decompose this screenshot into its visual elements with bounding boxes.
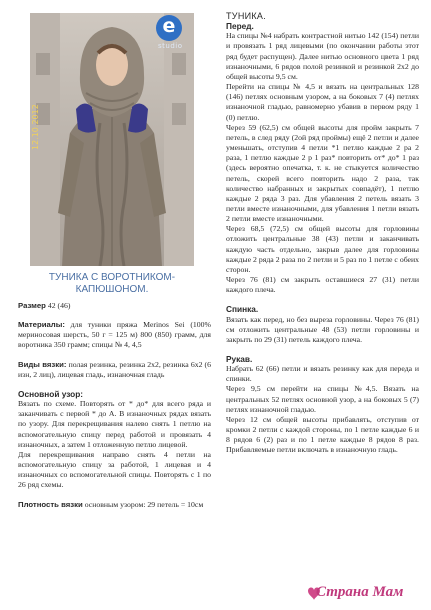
- size-value: 42 (46): [47, 301, 71, 310]
- model-photo: [30, 13, 194, 266]
- date-stamp: 12.10.2012: [31, 104, 40, 150]
- main-pattern-text: Вязать по схеме. Повторять от * до* для всего ряда и заканчивать с первой * до А. В изнаночных рядах вязать по узору. Для перекрещивания налево снять 1 петлю на вспомогательную спицу перед работой и провязать 4 изнаночных, а затем 1 отложенную петлю лицевой.: [18, 399, 211, 449]
- right-column: [226, 11, 419, 456]
- size-line: [18, 301, 211, 311]
- front-paragraph: На спицы №4 набрать контрастной нитью 142 (154) петли и провязать 1 ряд лицевыми (по окончании работы этот ряд будет распущен). Далее нитью основного цвета 1 ряд изнаночными, 6 рядов полой резинкой и резинкой 2х2 до общей высоты 9,5 см.: [226, 31, 419, 81]
- sleeve-paragraph: Через 9,5 см перейти на спицы №4,5. Вязать на центральных 52 петлях основной узор, а на боковых 5 (7) петлях изнаночной гладью.: [226, 384, 419, 414]
- materials-text: для туники пряжа Merinos Sei (100% мериносовая шерсть, 50 г = 125 м) 800 (850) грамм, для воротника 350 грамм; спицы № 4, 4,5: [18, 320, 211, 350]
- materials-line: [18, 320, 211, 350]
- left-column: [18, 301, 211, 510]
- density-text: основным узором: 29 петель = 10см: [84, 499, 204, 509]
- sleeve-paragraph: Через 12 см общей высоты прибавлять, отступив от кромки 2 петли с каждой стороны, по 1 петле каждые 6 и 8 рядов 6 (2) раз и по 1 петле каждые 8 рядов 8 раз. Прибавляемые петли включать в изнаночную гладь.: [226, 414, 419, 455]
- front-paragraph: Перейти на спицы № 4,5 и вязать на центральных 128 (146) петлях основным узором, а на боковых 7 (4) петлях изнаночной гладью, равномерно убавив в первом ряду 1 (0) петлю.: [226, 82, 419, 122]
- section-title: ТУНИКА.: [226, 11, 267, 21]
- back-paragraph: Вязать как перед, но без выреза горловины. Через 76 (81) см отложить центральные 48 (53) петли горловины и закрыть по 29 (31) петель каждого плеча.: [226, 314, 419, 344]
- back-heading: Спинка.: [226, 304, 259, 315]
- materials-label: Материалы:: [18, 320, 65, 330]
- sleeve-paragraph: Набрать 62 (66) петли и вязать резинку как для переда и спинки.: [226, 364, 419, 384]
- kinds-label: Виды вязки:: [18, 359, 67, 369]
- sleeve-heading: Рукав.: [226, 354, 253, 364]
- density-line: [18, 500, 211, 510]
- main-pattern-heading: Основной узор:: [18, 388, 84, 399]
- main-pattern-text: Для перекрещивания направо снять 4 петли на вспомогательную спицу за работой, 1 лицевая и 4 изнаночных со вспомогательной спицы. Повторять с 1 по 26 ряд схемы.: [18, 449, 211, 490]
- watermark-text: Страна Мам: [316, 584, 404, 600]
- front-paragraph: Через 68,5 (72,5) см общей высоты для горловины отложить центральные 38 (43) петли и заканчивать каждую часть отдельно, закрыв далее для горловины каждые 2 ряда 2 раза по 2 петли и 5 раз по 1 петле с обеих сторон.: [226, 224, 419, 274]
- brand-logo: e: [156, 15, 182, 41]
- front-heading: Перед.: [226, 21, 254, 32]
- front-paragraph: Через 59 (62,5) см общей высоты для пройм закрыть 7 петель, в след ряду (2ой ряд проймы) ещё 2 петли и далее уменьшать, отступив 4 петли *1 петлю каждые 2 ра 2 раза, 1 петлю каждые 2 р 1 раз* повторить от* до* 1 раз (здесь вероятно опечатка, т. к. не стыкуется количество петель, скорей всего повторить надо 2 раза, так количество набранных и закрытых совпадёт), 1 петлю каждые 2 ряда 3 раз. Для убавления 2 петель вязать 3 петли вместе изнаночными, для убавления 1 петли вязать 2 петли вместе изнаночными.: [226, 122, 419, 224]
- size-label: Размер: [18, 301, 46, 310]
- brand-logo-sub: studio: [158, 42, 183, 50]
- kinds-text: полая резинка, резинка 2х2, резинка 6х2 (6 изн, 2 лиц), лицевая гладь, изнаночная гладь: [18, 359, 211, 379]
- kinds-line: [18, 360, 211, 380]
- photo-caption: ТУНИКА С ВОРОТНИКОМ-КАПЮШОНОМ.: [48, 272, 176, 295]
- front-paragraph: Через 76 (81) см закрыть оставшиеся 27 (31) петли каждого плеча.: [226, 275, 419, 295]
- density-label: Плотность вязки: [18, 499, 83, 509]
